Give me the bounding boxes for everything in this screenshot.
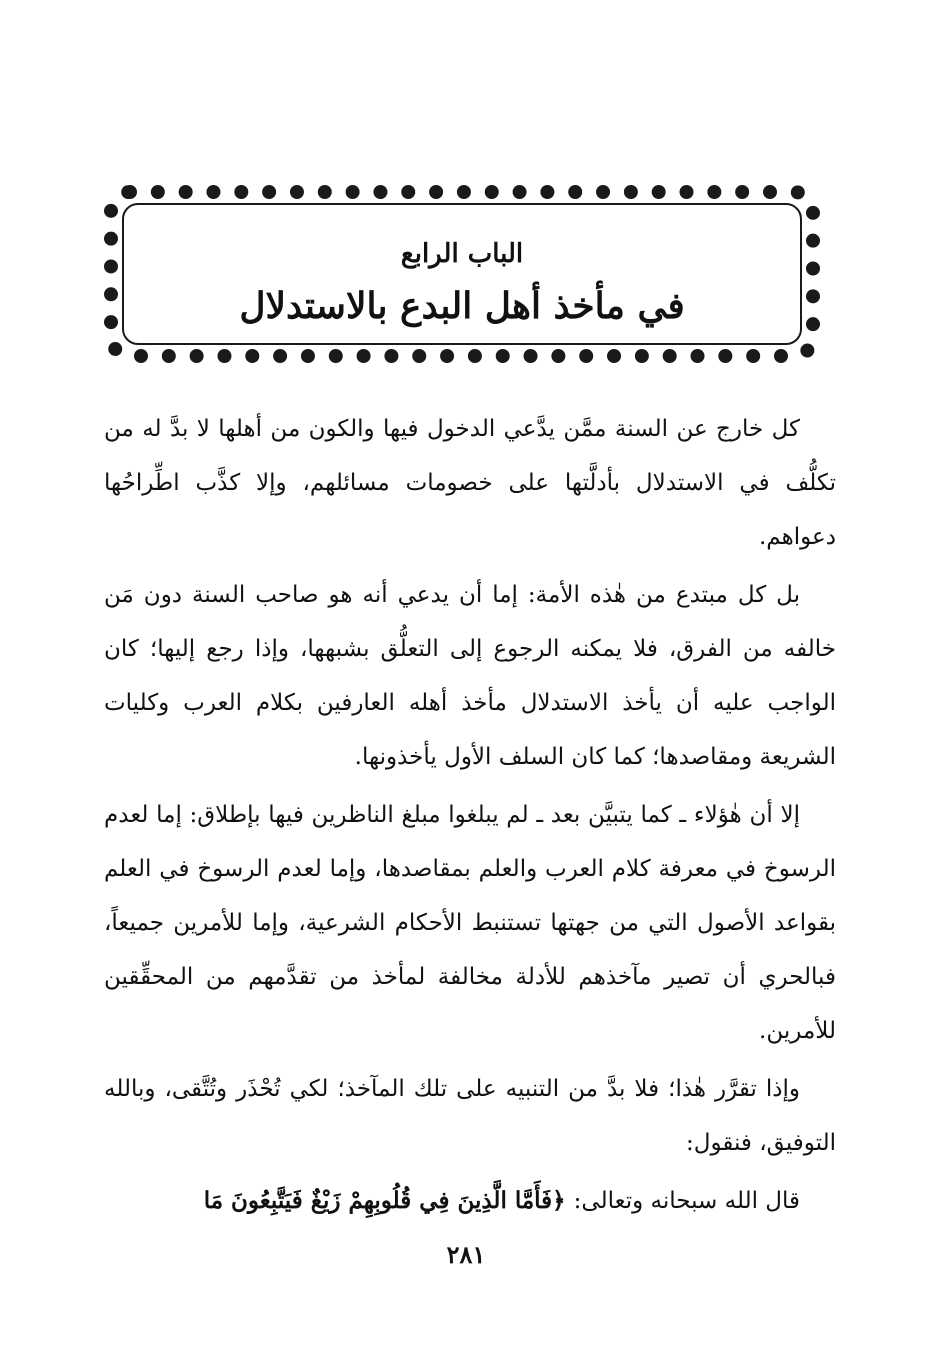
paragraph-2: بل كل مبتدع من هٰذه الأمة: إما أن يدعي أنه هو صاحب السنة دون مَن خالفه من الفرق، فلا يمكنه الرجوع إلى التعلُّق بشبهها، وإذا رجع إليها؛ كان الواجب عليه أن يأخذ الاستدلال مأخذ أهله العارفين بكلام العرب وكليات الشريعة ومقاصدها؛ كما كان السلف الأول يأخذونها.	[104, 582, 836, 770]
chapter-title: في مأخذ أهل البدع بالاستدلال	[239, 285, 685, 327]
body-text	[104, 402, 836, 1228]
paragraph-1: كل خارج عن السنة ممَّن يدَّعي الدخول فيها والكون من أهلها لا بدَّ له من تكلُّف في الاستدلال بأدلَّتها على خصومات مسائلهم، وإلا كذَّب اطِّراحُها دعواهم.	[104, 416, 836, 550]
paragraph-3: إلا أن هٰؤلاء ـ كما يتبيَّن بعد ـ لم يبلغوا مبلغ الناظرين فيها بإطلاق: إما لعدم الرسوخ في معرفة كلام العرب والعلم بمقاصدها، وإما لعدم الرسوخ في العلم بقواعد الأصول التي من جهتها تستنبط الأحكام الشرعية، وإما للأمرين جميعاً، فبالحري أن تصير مآخذهم للأدلة مخالفة لمأخذ من تقدَّمهم من المحقِّقين للأمرين.	[104, 802, 836, 1044]
chapter-label: الباب الرابع	[400, 239, 524, 269]
chapter-title-frame	[104, 185, 820, 363]
quran-verse: ﴿فَأَمَّا الَّذِينَ فِي قُلُوبِهِمْ زَيْغٌ فَيَتَّبِعُونَ مَا	[203, 1187, 566, 1214]
page-number: ٢٨١	[446, 1240, 486, 1269]
quran-quote-line	[104, 1174, 836, 1228]
paragraph-4: وإذا تقرَّر هٰذا؛ فلا بدَّ من التنبيه على تلك المآخذ؛ لكي تُحْذَر وتُتَّقى، وبالله التوفيق، فنقول:	[104, 1076, 836, 1156]
quran-intro: قال الله سبحانه وتعالى:	[573, 1188, 800, 1214]
